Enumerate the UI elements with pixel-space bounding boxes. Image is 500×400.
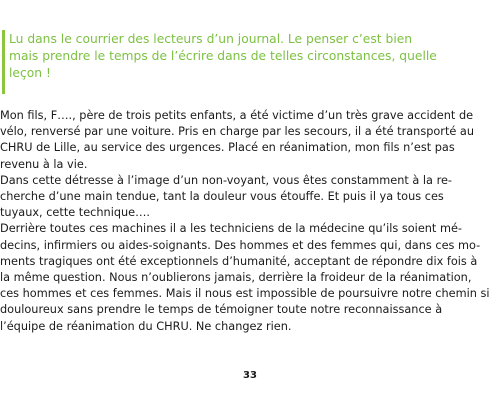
body-line: ces hommes et ces femmes. Mais il nous est impossible de poursuivre notre chemin si (0, 287, 490, 301)
intro-quote (9, 31, 500, 82)
body-line: douloureux sans prendre le temps de témoigner toute notre reconnaissance à (0, 303, 443, 317)
body-line: vélo, renversé par une voiture. Pris en charge par les secours, il a été transporté au (0, 125, 474, 139)
body-line: ments tragiques ont été exceptionnels d’humanité, acceptant de répondre dix fois à (0, 254, 478, 268)
body-line: Derrière toutes ces machines il a les techniciens de la médecine qu’ils soient mé- (0, 222, 462, 236)
body-line: l’équipe de réanimation du CHRU. Ne changez rien. (0, 319, 292, 333)
letter-body (0, 108, 500, 335)
body-line: la même question. Nous n’oublierons jamais, derrière la froideur de la réanimation, (0, 271, 472, 285)
intro-line: mais prendre le temps de l’écrire dans de telles circonstances, quelle (9, 49, 437, 63)
intro-line: Lu dans le courrier des lecteurs d’un journal. Le penser c’est bien (9, 32, 413, 46)
body-line: cherche d’une main tendue, tant la douleur vous étouffe. Et puis il ya tous ces (0, 190, 444, 204)
body-line: tuyaux, cette technique…. (0, 206, 151, 220)
page-number: 33 (243, 370, 257, 381)
body-line: Mon fils, F…., père de trois petits enfants, a été victime d’un très grave accident de (0, 109, 474, 122)
intro-line: leçon ! (9, 66, 51, 80)
body-line: decins, infirmiers ou aides-soignants. Des hommes et des femmes qui, dans ces mo- (0, 238, 481, 252)
body-line: revenu à la vie. (0, 157, 88, 171)
intro-accent-bar (2, 30, 5, 94)
body-line: Dans cette détresse à l’image d’un non-voyant, vous êtes constamment à la re- (0, 173, 452, 187)
body-line: CHRU de Lille, au service des urgences. Placé en réanimation, mon fils n’est pas (0, 141, 455, 155)
